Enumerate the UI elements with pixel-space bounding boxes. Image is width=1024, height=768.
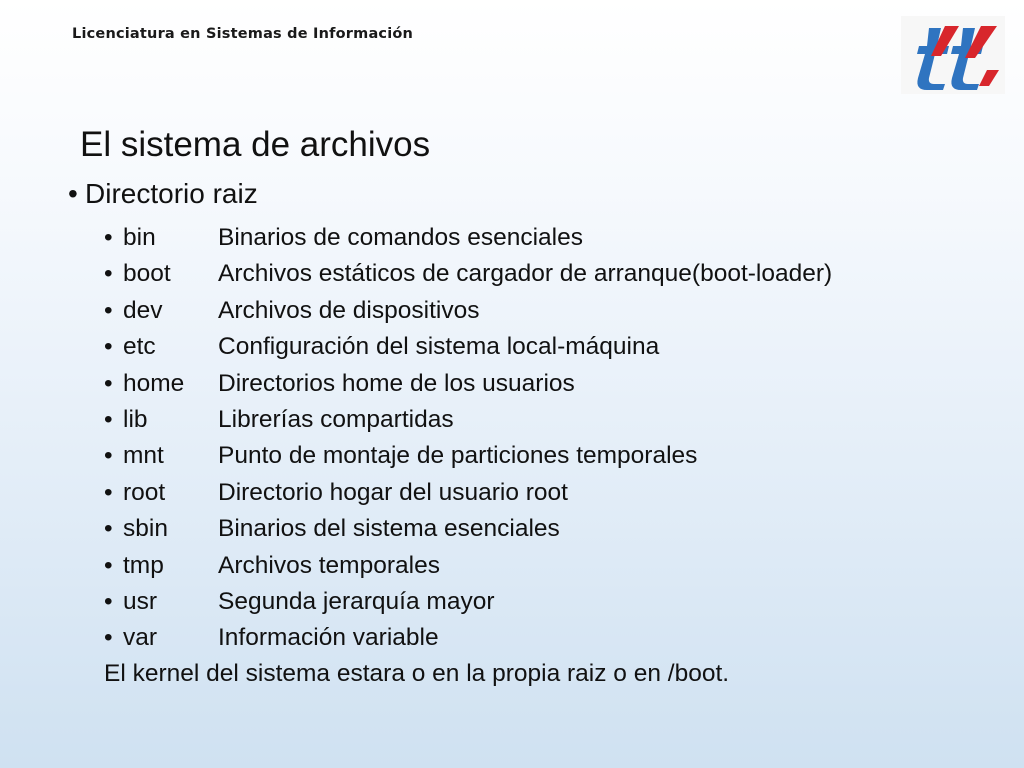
dir-name: sbin <box>123 515 168 543</box>
dir-description: Binarios de comandos esenciales <box>218 224 583 251</box>
dir-description: Archivos estáticos de cargador de arranque(boot-loader) <box>218 260 833 288</box>
bullet-icon: • <box>104 442 113 470</box>
dir-name: var <box>123 624 158 652</box>
bullet-icon: • <box>104 369 113 397</box>
bullet-directorio-raiz <box>68 178 258 210</box>
dir-description: Archivos de dispositivos <box>218 296 480 324</box>
dir-name: etc <box>123 333 156 361</box>
list-item <box>104 329 832 365</box>
list-item <box>104 475 832 511</box>
dir-description: Archivos temporales <box>218 551 440 579</box>
dir-description: Punto de montaje de particiones temporales <box>218 442 698 470</box>
kernel-note: El kernel del sistema estara o en la propia raiz o en /boot. <box>104 660 730 687</box>
dir-description: Binarios del sistema esenciales <box>218 515 560 543</box>
list-item <box>104 293 832 329</box>
dir-name: usr <box>123 587 158 615</box>
slide-title: El sistema de archivos <box>80 125 431 164</box>
level1-label: Directorio raiz <box>85 178 258 209</box>
dir-description: Segunda jerarquía mayor <box>218 587 495 615</box>
dir-name: home <box>123 369 185 397</box>
dir-name: bin <box>123 224 156 251</box>
list-item <box>104 548 832 584</box>
bullet-icon: • <box>104 260 113 288</box>
bullet-icon: • <box>104 224 113 251</box>
dir-name: lib <box>123 405 148 433</box>
dir-description: Información variable <box>218 624 439 652</box>
bullet-icon: • <box>104 296 113 324</box>
list-item <box>104 511 832 547</box>
list-item <box>104 402 832 438</box>
bullet-icon: • <box>104 551 113 579</box>
list-item <box>104 620 832 656</box>
dir-name: boot <box>123 260 171 288</box>
bullet-icon: • <box>104 587 113 615</box>
list-item <box>104 366 832 402</box>
bullet-icon: • <box>104 333 113 361</box>
list-item <box>104 438 832 474</box>
directory-list <box>104 220 832 657</box>
bullet-icon: • <box>68 178 78 209</box>
bullet-icon: • <box>104 478 113 506</box>
university-logo-icon <box>901 16 1005 94</box>
dir-description: Directorio hogar del usuario root <box>218 478 568 506</box>
dir-name: tmp <box>123 551 164 579</box>
dir-description: Directorios home de los usuarios <box>218 369 575 397</box>
header-title: Licenciatura en Sistemas de Información <box>72 26 414 42</box>
bullet-icon: • <box>104 405 113 433</box>
list-item <box>104 220 832 256</box>
bullet-icon: • <box>104 515 113 543</box>
dir-name: mnt <box>123 442 164 470</box>
dir-name: dev <box>123 296 163 324</box>
dir-name: root <box>123 478 166 506</box>
dir-description: Configuración del sistema local-máquina <box>218 333 660 361</box>
dir-description: Librerías compartidas <box>218 405 454 433</box>
list-item <box>104 256 832 292</box>
bullet-icon: • <box>104 624 113 652</box>
list-item <box>104 584 832 620</box>
